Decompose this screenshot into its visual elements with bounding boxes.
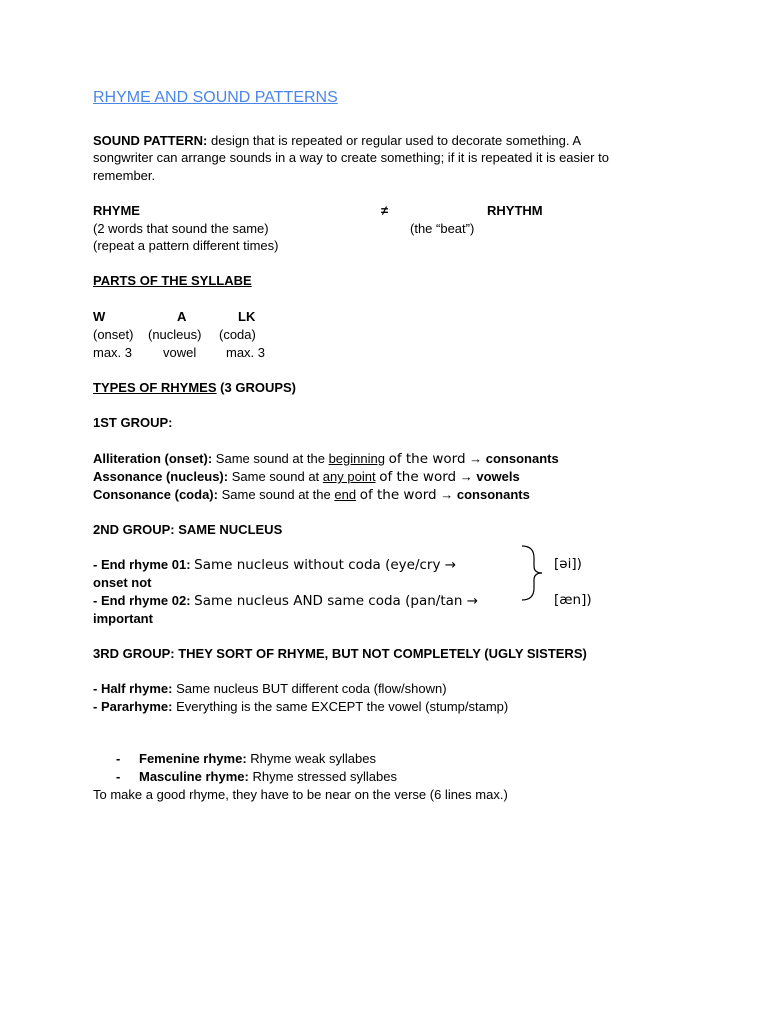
syllable-nucleus-letters: A [177,309,187,324]
assonance-label: Assonance (nucleus): [93,469,229,484]
not-equal-symbol: ≠ [381,203,389,218]
bullet-masculine [139,768,397,785]
curly-brace-icon [516,544,546,602]
group1-item-assonance [93,468,520,486]
sound-pattern-line-1 [93,132,581,149]
alliteration-label: Alliteration (onset): [93,451,213,466]
assonance-arrow: → [459,469,473,484]
assonance-result: vowels [476,469,520,484]
alliteration-key: beginning [328,451,385,466]
types-groups-note: (3 GROUPS) [220,380,296,395]
group3-heading: 3RD GROUP: THEY SORT OF RHYME, BUT NOT COMPLETELY (UGLY SISTERS) [93,646,587,661]
bullet-dash-2: - [116,769,121,784]
alliteration-post: of the word [388,451,466,467]
syllable-onset-limit: max. 3 [93,345,133,360]
syllable-heading: PARTS OF THE SYLLABE [93,273,252,288]
masculine-text: Rhyme stressed syllabes [252,769,397,784]
half-rhyme [93,680,447,697]
consonance-post: of the word [359,487,437,503]
half-rhyme-text: Same nucleus BUT different coda (flow/shown) [176,681,447,696]
rhyme-heading: RHYME [93,203,140,218]
end-rhyme-1-text: Same nucleus without coda (eye/cry → [194,557,457,573]
syllable-onset-name: (onset) [93,327,134,342]
end-rhyme-2-ipa: [æn]) [554,592,592,608]
femenine-label: Femenine rhyme: [139,751,247,766]
assonance-post: of the word [379,469,457,485]
syllable-onset-letters: W [93,309,106,324]
end-rhyme-1-ipa: [əi]) [554,556,582,572]
syllable-coda-name: (coda) [219,327,256,342]
end-rhyme-2 [93,592,478,610]
half-rhyme-label: - Half rhyme: [93,681,173,696]
sound-pattern-line-2: songwriter can arrange sounds in a way to create something; if it is repeated it is easier to [93,150,609,165]
sound-pattern-line-3: remember. [93,168,156,183]
types-heading: TYPES OF RHYMES [93,380,217,395]
assonance-key: any point [322,469,376,484]
end-rhyme-note-1: onset not [93,575,152,590]
group1-heading: 1ST GROUP: [93,415,173,430]
consonance-result: consonants [456,487,530,502]
consonance-label: Consonance (coda): [93,487,218,502]
end-rhyme-note-2: important [93,611,153,626]
pararhyme-label: - Pararhyme: [93,699,173,714]
sound-pattern-text-1: design that is repeated or regular used to decorate something. A [210,133,581,148]
end-rhyme-1-label: - End rhyme 01: [93,557,191,572]
sound-pattern-label: SOUND PATTERN: [93,133,208,148]
pararhyme [93,698,508,715]
bullet-femenine [139,750,376,767]
syllable-nucleus-limit: vowel [163,345,197,360]
pararhyme-text: Everything is the same EXCEPT the vowel (stump/stamp) [176,699,509,714]
assonance-pre: Same sound at [231,469,320,484]
syllable-coda-letters: LK [238,309,256,324]
femenine-text: Rhyme weak syllabes [250,751,376,766]
page-title: RHYME AND SOUND PATTERNS [93,89,338,106]
consonance-pre: Same sound at the [221,487,331,502]
rhythm-heading: RHYTHM [487,203,543,218]
end-rhyme-2-label: - End rhyme 02: [93,593,191,608]
syllable-nucleus-name: (nucleus) [148,327,202,342]
group1-item-consonance [93,486,530,504]
masculine-label: Masculine rhyme: [139,769,249,784]
group1-item-alliteration [93,450,559,468]
alliteration-result: consonants [485,451,559,466]
alliteration-pre: Same sound at the [215,451,325,466]
end-rhyme-1 [93,556,456,574]
alliteration-arrow: → [469,451,483,466]
consonance-key: end [334,487,357,502]
group2-heading: 2ND GROUP: SAME NUCLEUS [93,522,283,537]
syllable-coda-limit: max. 3 [226,345,266,360]
rhyme-note-1: (2 words that sound the same) [93,221,269,236]
rhyme-note-2: (repeat a pattern different times) [93,238,279,253]
rhythm-note: (the “beat”) [410,221,475,236]
consonance-arrow: → [440,487,454,502]
bullet-dash-1: - [116,751,121,766]
end-rhyme-2-text: Same nucleus AND same coda (pan/tan → [194,593,479,609]
closing-note: To make a good rhyme, they have to be near on the verse (6 lines max.) [93,787,508,802]
